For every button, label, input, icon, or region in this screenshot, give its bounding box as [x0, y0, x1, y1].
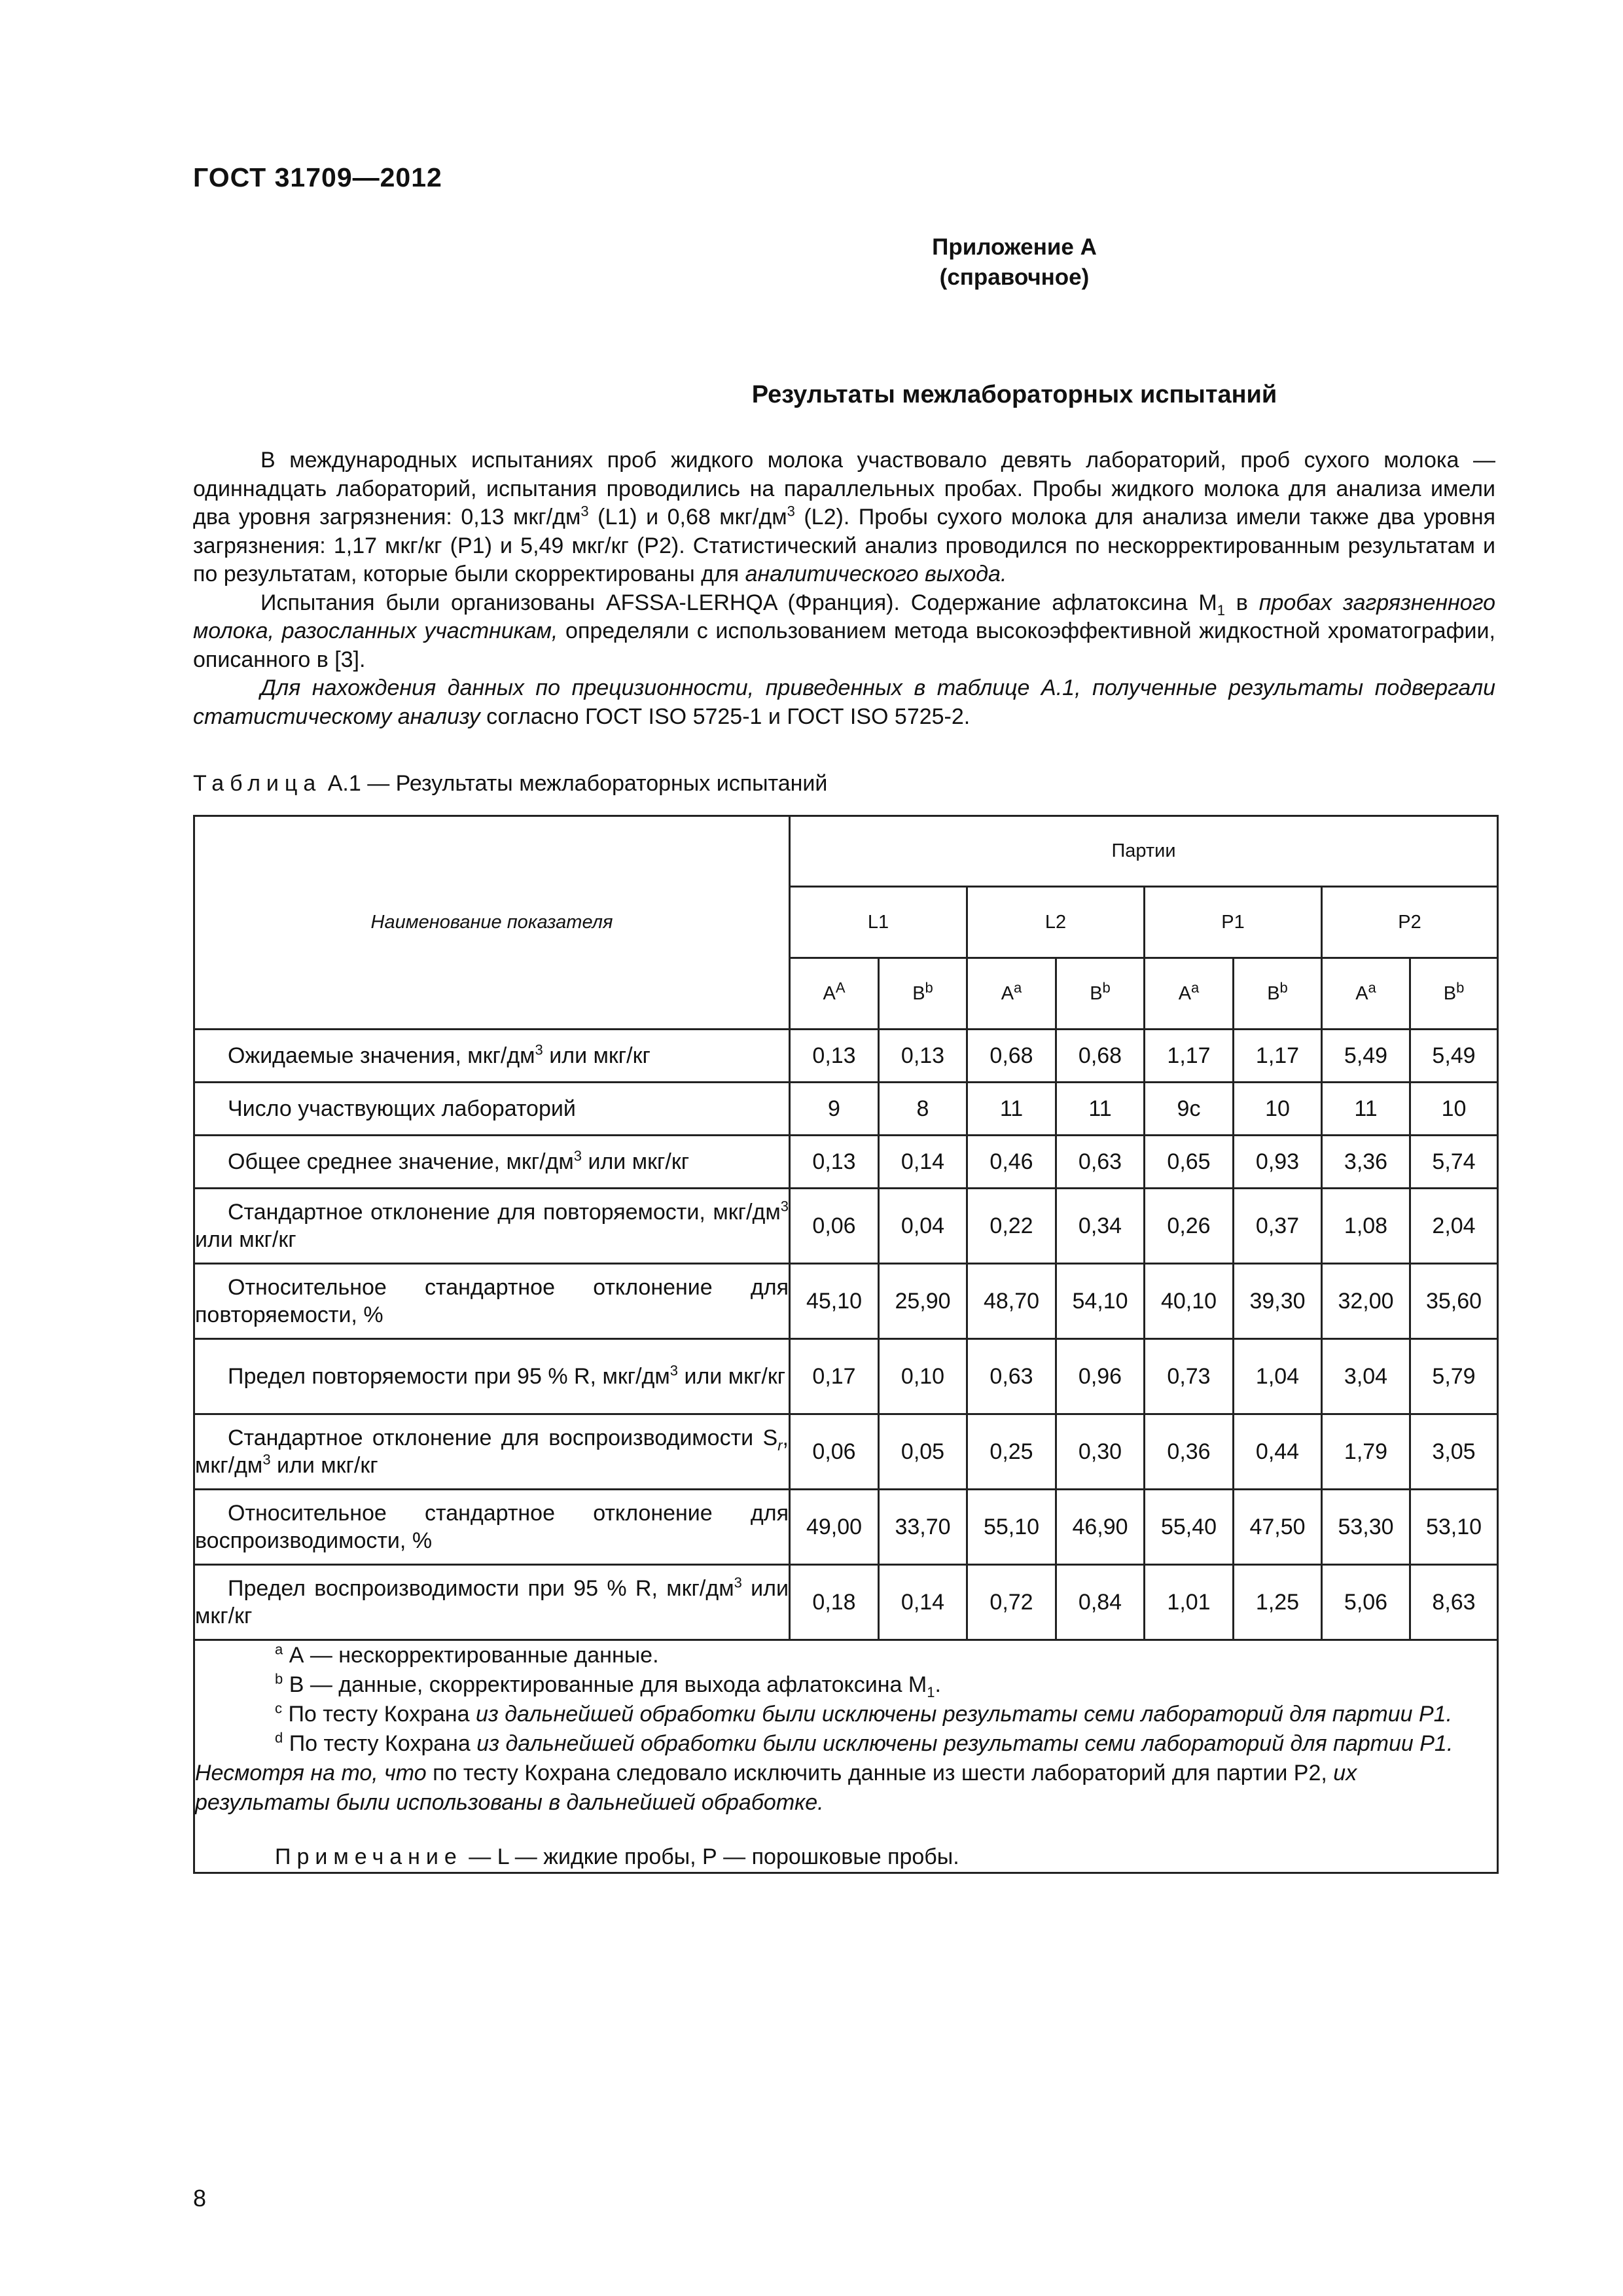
table-cell-value: 0,34 [1056, 1189, 1145, 1264]
row-label-sup: 3 [734, 1574, 742, 1591]
table-cell-value: 11 [1322, 1083, 1410, 1136]
note-b [195, 1670, 1497, 1700]
table-cell-value: 11 [1056, 1083, 1145, 1136]
paragraph-1 [193, 446, 1495, 589]
table-cell-value: 53,10 [1410, 1490, 1498, 1565]
table-cell-value: 0,84 [1056, 1565, 1145, 1640]
table-cell-value: 1,04 [1234, 1339, 1322, 1414]
appendix-subtitle: (справочное) [939, 264, 1090, 290]
subcolumn-letter: A [1178, 982, 1192, 1004]
row-label [194, 1565, 790, 1640]
header-subcolumn [1145, 958, 1234, 1030]
row-label-text: Стандартное отклонение для воспроизводимости S [228, 1426, 778, 1450]
table-cell-value: 0,65 [1145, 1136, 1234, 1189]
paragraph-3 [193, 674, 1495, 731]
table-row [194, 1414, 1498, 1490]
table-cell-value: 55,40 [1145, 1490, 1234, 1565]
subcolumn-letter: B [1443, 982, 1457, 1004]
appendix-heading [0, 232, 1623, 293]
note-b-mark: b [275, 1670, 283, 1687]
p1-text-b: (L1) и 0,68 мкг/дм [588, 505, 787, 529]
subcolumn-letter: A [823, 982, 836, 1004]
subcolumn-sup: b [925, 978, 933, 996]
row-label-unit: или мкг/кг [678, 1364, 786, 1389]
header-group: L1 [790, 887, 967, 958]
table-row [194, 1264, 1498, 1339]
table-cell-value: 10 [1234, 1083, 1322, 1136]
subcolumn-sup: b [1456, 978, 1465, 996]
subcolumn-sup: A [835, 978, 846, 996]
table-cell-value: 0,10 [879, 1339, 967, 1414]
row-label [194, 1189, 790, 1264]
table-notes [194, 1640, 1498, 1873]
note-a [195, 1641, 1497, 1670]
row-label-text: Ожидаемые значения, мкг/дм [228, 1043, 535, 1068]
row-label-unit: или мкг/кг [582, 1149, 690, 1174]
table-cell-value: 25,90 [879, 1264, 967, 1339]
table-cell-value: 9с [1145, 1083, 1234, 1136]
subcolumn-letter: A [1355, 982, 1368, 1004]
row-label [194, 1083, 790, 1136]
table-row [194, 1339, 1498, 1414]
row-label-unit: или мкг/кг [195, 1576, 789, 1628]
table-cell-value: 0,26 [1145, 1189, 1234, 1264]
remark-text: — L — жидкие пробы, Р — порошковые пробы. [462, 1844, 959, 1869]
row-label-unit: или мкг/кг [543, 1043, 651, 1068]
note-c-italic: из дальнейшей обработки были исключены результаты семи лабораторий для партии Р1. [476, 1702, 1453, 1727]
table-cell-value: 0,63 [1056, 1136, 1145, 1189]
table-cell-value: 0,37 [1234, 1189, 1322, 1264]
table-cell-value: 1,79 [1322, 1414, 1410, 1490]
p2-text-a: Испытания были организованы AFSSA-LERHQA (Франция). Содержание афлатоксина M [260, 590, 1217, 615]
note-d-mark: d [275, 1729, 283, 1746]
table-cell-value: 1,01 [1145, 1565, 1234, 1640]
remark-word: Примечание [275, 1844, 463, 1869]
table-cell-value: 0,63 [967, 1339, 1056, 1414]
table-cell-value: 0,22 [967, 1189, 1056, 1264]
note-d [195, 1729, 1497, 1818]
table-cell-value: 0,72 [967, 1565, 1056, 1640]
note-c [195, 1700, 1497, 1729]
table-cell-value: 5,79 [1410, 1339, 1498, 1414]
row-label [194, 1264, 790, 1339]
note-d-italic-2: их результаты были использованы в дальнейшей обработке. [195, 1761, 1357, 1815]
table-cell-value: 0,96 [1056, 1339, 1145, 1414]
subcolumn-letter: B [912, 982, 925, 1004]
note-b-end: . [935, 1672, 941, 1697]
row-label-mid: , мкг/дм [195, 1426, 789, 1478]
table-cell-value: 0,13 [790, 1136, 879, 1189]
page-number: 8 [193, 2185, 207, 2212]
row-label-text: Предел воспроизводимости при 95 % R, мкг/дм [228, 1576, 734, 1601]
table-cell-value: 1,08 [1322, 1189, 1410, 1264]
subcolumn-letter: A [1001, 982, 1014, 1004]
row-label-sub: r [777, 1437, 783, 1454]
row-label [194, 1136, 790, 1189]
table-cell-value: 0,14 [879, 1136, 967, 1189]
table-cell-value: 0,17 [790, 1339, 879, 1414]
subcolumn-letter: B [1267, 982, 1280, 1004]
row-label-text: Общее среднее значение, мкг/дм [228, 1149, 574, 1174]
row-label-sup: 3 [262, 1451, 271, 1468]
row-label [194, 1339, 790, 1414]
table-cell-value: 0,05 [879, 1414, 967, 1490]
results-table [193, 815, 1499, 1874]
note-b-sub: 1 [927, 1683, 935, 1700]
row-label-text: Относительное стандартное отклонение для повторяемости, % [195, 1275, 789, 1327]
table-cell-value: 3,36 [1322, 1136, 1410, 1189]
table-cell-value: 10 [1410, 1083, 1498, 1136]
table-cell-value: 0,04 [879, 1189, 967, 1264]
row-label [194, 1030, 790, 1083]
subcolumn-sup: b [1102, 978, 1111, 996]
table-cell-value: 47,50 [1234, 1490, 1322, 1565]
table-cell-value: 54,10 [1056, 1264, 1145, 1339]
p2-sub: 1 [1217, 601, 1225, 619]
header-subcolumn [1410, 958, 1498, 1030]
appendix-title: Приложение А [932, 234, 1097, 260]
table-row [194, 1490, 1498, 1565]
table-cell-value: 9 [790, 1083, 879, 1136]
table-cell-value: 0,13 [879, 1030, 967, 1083]
table-cell-value: 55,10 [967, 1490, 1056, 1565]
header-indicator-name: Наименование показателя [194, 816, 790, 1030]
p2-text-c: определяли с использованием метода высокоэффективной жидкостной хроматографии, описанного в [3]. [193, 619, 1495, 672]
table-caption-rest: А.1 — Результаты межлабораторных испытаний [321, 771, 828, 796]
row-label-text: Предел повторяемости при 95 % R, мкг/дм [228, 1364, 670, 1389]
p3-italic: Для нахождения данных по прецизионности, приведенных в таблице А.1, полученные результаты подвергали статистическому анализу [193, 675, 1495, 729]
note-d-plain-2: по тесту Кохрана следовало исключить данные из шести лабораторий для партии Р2, [426, 1761, 1334, 1785]
row-label-text: Стандартное отклонение для повторяемости, мкг/дм [228, 1200, 781, 1225]
row-label [194, 1414, 790, 1490]
row-label [194, 1490, 790, 1565]
p1-sup-2: 3 [787, 503, 795, 520]
p1-text-a: В международных испытаниях проб жидкого молока участвовало девять лабораторий, проб сухого молока — одиннадцать лабораторий, испытания проводились на параллельных пробах. Пробы жидкого молока для анализа имели два уровня загрязнения: 0,13 мкг/дм [193, 448, 1495, 529]
row-label-unit: или мкг/кг [195, 1227, 296, 1252]
table-cell-value: 0,30 [1056, 1414, 1145, 1490]
subcolumn-letter: B [1090, 982, 1103, 1004]
table-cell-value: 0,36 [1145, 1414, 1234, 1490]
table-cell-value: 32,00 [1322, 1264, 1410, 1339]
table-cell-value: 1,17 [1145, 1030, 1234, 1083]
subcolumn-sup: a [1191, 978, 1200, 996]
table-cell-value: 0,18 [790, 1565, 879, 1640]
table-cell-value: 3,04 [1322, 1339, 1410, 1414]
table-cell-value: 48,70 [967, 1264, 1056, 1339]
note-d-plain: По тесту Кохрана [283, 1731, 477, 1756]
table-cell-value: 0,13 [790, 1030, 879, 1083]
row-label-sup: 3 [669, 1362, 678, 1379]
row-label-sup: 3 [535, 1041, 543, 1058]
table-cell-value: 5,49 [1410, 1030, 1498, 1083]
row-label-text: Относительное стандартное отклонение для воспроизводимости, % [195, 1501, 789, 1553]
table-cell-value: 1,25 [1234, 1565, 1322, 1640]
p1-sup-1: 3 [580, 503, 589, 520]
header-row-parties [194, 816, 1498, 887]
header-subcolumn [879, 958, 967, 1030]
header-subcolumn [1322, 958, 1410, 1030]
table-cell-value: 0,44 [1234, 1414, 1322, 1490]
table-cell-value: 49,00 [790, 1490, 879, 1565]
header-subcolumn [790, 958, 879, 1030]
table-cell-value: 0,93 [1234, 1136, 1322, 1189]
paragraph-2 [193, 589, 1495, 675]
note-a-mark: a [275, 1641, 283, 1658]
header-subcolumn [1056, 958, 1145, 1030]
table-cell-value: 0,14 [879, 1565, 967, 1640]
header-group: P1 [1145, 887, 1322, 958]
p2-text-b: в [1224, 590, 1259, 615]
p1-text-c: (L2). Пробы сухого молока для анализа имели также два уровня загрязнения: 1,17 мкг/кг (P1) и 5,49 мкг/кг (P2). Статистический анализ проводился по нескорректированным результатам и по результатам, которые были скорректированы для [193, 505, 1496, 586]
table-row [194, 1189, 1498, 1264]
note-c-plain: По тесту Кохрана [282, 1702, 476, 1727]
subcolumn-sup: b [1279, 978, 1288, 996]
table-cell-value: 53,30 [1322, 1490, 1410, 1565]
table-row [194, 1083, 1498, 1136]
table-cell-value: 3,05 [1410, 1414, 1498, 1490]
table-row [194, 1565, 1498, 1640]
table-caption-word: Таблица [193, 771, 322, 796]
table-row [194, 1030, 1498, 1083]
row-label-unit: или мкг/кг [270, 1453, 378, 1478]
note-c-mark: c [275, 1700, 282, 1717]
table-cell-value: 35,60 [1410, 1264, 1498, 1339]
table-body [194, 1030, 1498, 1640]
p1-italic: аналитического выхода. [745, 562, 1007, 586]
table-cell-value: 0,06 [790, 1414, 879, 1490]
table-cell-value: 0,68 [967, 1030, 1056, 1083]
row-label-sup: 3 [780, 1198, 789, 1215]
row-label-text: Число участвующих лабораторий [228, 1096, 576, 1121]
table-remark [195, 1842, 1497, 1872]
table-cell-value: 0,46 [967, 1136, 1056, 1189]
section-title: Результаты межлабораторных испытаний [751, 381, 1277, 408]
document-standard-number: ГОСТ 31709—2012 [193, 162, 442, 192]
table-cell-value: 0,06 [790, 1189, 879, 1264]
header-subcolumn [967, 958, 1056, 1030]
note-d-italic-1: из дальнейшей обработки были исключены результаты семи лабораторий для партии Р1. Несмотря на то, что [195, 1731, 1454, 1785]
table-cell-value: 8,63 [1410, 1565, 1498, 1640]
subcolumn-sup: a [1368, 978, 1376, 996]
table-cell-value: 5,49 [1322, 1030, 1410, 1083]
p3-text-b: согласно ГОСТ ISO 5725-1 и ГОСТ ISO 5725-2. [480, 704, 971, 729]
table-cell-value: 45,10 [790, 1264, 879, 1339]
body-text [193, 446, 1495, 731]
header-group: L2 [967, 887, 1145, 958]
header-subcolumn [1234, 958, 1322, 1030]
table-cell-value: 0,25 [967, 1414, 1056, 1490]
table-cell-value: 8 [879, 1083, 967, 1136]
notes-row [194, 1640, 1498, 1873]
table-cell-value: 2,04 [1410, 1189, 1498, 1264]
table-row [194, 1136, 1498, 1189]
table-cell-value: 5,06 [1322, 1565, 1410, 1640]
header-parties: Партии [790, 816, 1498, 887]
table-cell-value: 1,17 [1234, 1030, 1322, 1083]
table-cell-value: 5,74 [1410, 1136, 1498, 1189]
table-cell-value: 11 [967, 1083, 1056, 1136]
table-cell-value: 0,68 [1056, 1030, 1145, 1083]
p2-italic: пробах загрязненного молока, разосланных участникам, [193, 590, 1495, 643]
note-b-text: В — данные, скорректированные для выхода афлатоксина М [283, 1672, 927, 1697]
table-cell-value: 33,70 [879, 1490, 967, 1565]
subcolumn-sup: a [1014, 978, 1022, 996]
header-group: P2 [1322, 887, 1498, 958]
table-caption [193, 771, 827, 797]
table-cell-value: 40,10 [1145, 1264, 1234, 1339]
table-cell-value: 39,30 [1234, 1264, 1322, 1339]
note-a-text: А — нескорректированные данные. [283, 1643, 659, 1668]
table-cell-value: 0,73 [1145, 1339, 1234, 1414]
table-cell-value: 46,90 [1056, 1490, 1145, 1565]
row-label-sup: 3 [573, 1147, 582, 1164]
